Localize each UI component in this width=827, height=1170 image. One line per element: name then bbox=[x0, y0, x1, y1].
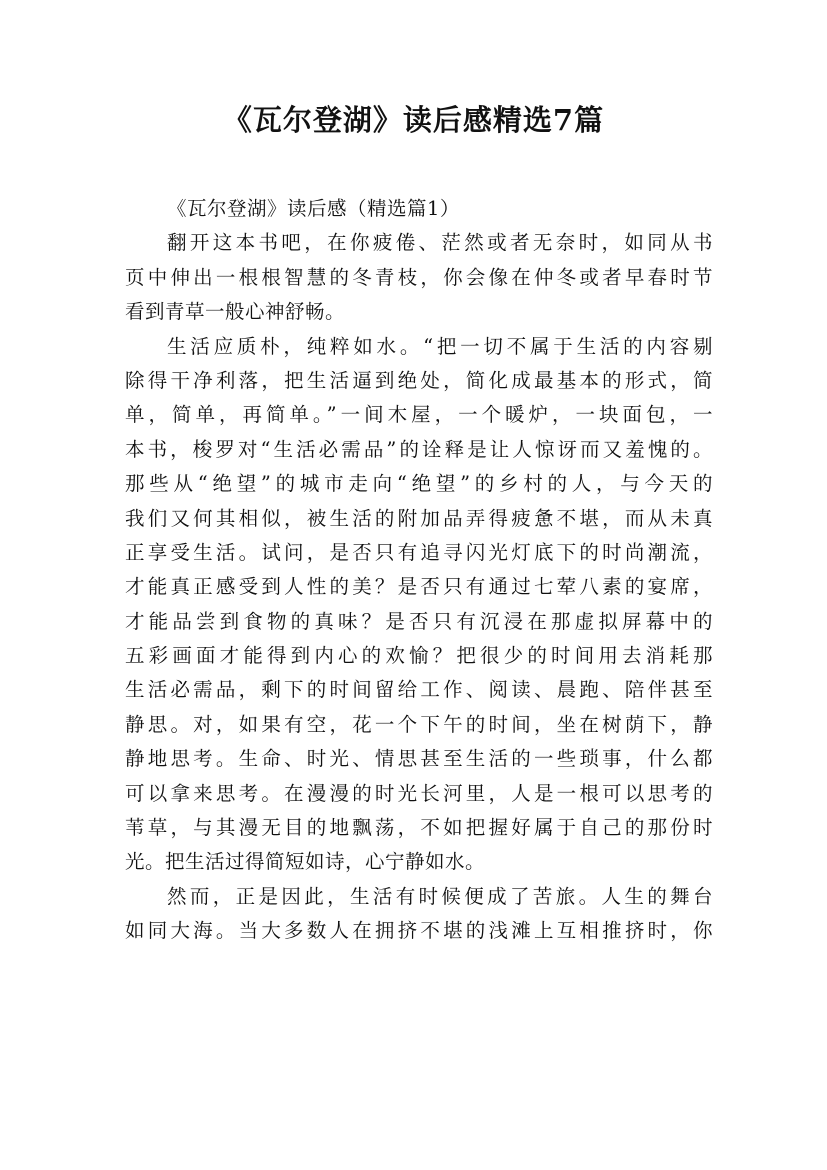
body-line: 苇草，与其漫无目的地飘荡，不如把握好属于自己的那份时 bbox=[125, 816, 713, 840]
body-line: 可以拿来思考。在漫漫的时光长河里，人是一根可以思考的 bbox=[125, 781, 713, 805]
section-heading: 《瓦尔登湖》读后感（精选篇1） bbox=[167, 197, 460, 220]
document-body bbox=[125, 192, 713, 949]
body-line: 单，简单，再简单。”一间木屋，一个暖炉，一块面包，一 bbox=[125, 403, 713, 427]
body-line: 我们又何其相似，被生活的附加品弄得疲惫不堪，而从未真 bbox=[125, 506, 713, 530]
body-line: 生活必需品，剩下的时间留给工作、阅读、晨跑、陪伴甚至 bbox=[125, 678, 713, 702]
body-line: 页中伸出一根根智慧的冬青枝，你会像在仲冬或者早春时节 bbox=[125, 265, 713, 289]
body-line: 生活应质朴，纯粹如水。“把一切不属于生活的内容剔 bbox=[167, 334, 713, 358]
body-line: 才能真正感受到人性的美？是否只有通过七荤八素的宴席， bbox=[125, 575, 713, 599]
body-line: 如同大海。当大多数人在拥挤不堪的浅滩上互相推挤时，你 bbox=[125, 919, 713, 943]
body-line: 静地思考。生命、时光、情思甚至生活的一些琐事，什么都 bbox=[125, 747, 713, 771]
body-line: 除得干净利落，把生活逼到绝处，简化成最基本的形式，简 bbox=[125, 368, 713, 392]
body-line: 正享受生活。试问，是否只有追寻闪光灯底下的时尚潮流， bbox=[125, 540, 713, 564]
body-line: 本书，梭罗对“生活必需品”的诠释是让人惊讶而又羞愧的。 bbox=[125, 437, 713, 461]
body-line: 才能品尝到食物的真味？是否只有沉浸在那虚拟屏幕中的 bbox=[125, 609, 713, 633]
body-line: 然而，正是因此，生活有时候便成了苦旅。人生的舞台 bbox=[167, 884, 713, 908]
body-line: 光。把生活过得简短如诗，心宁静如水。 bbox=[125, 850, 486, 874]
body-line: 五彩画面才能得到内心的欢愉？把很少的时间用去消耗那 bbox=[125, 644, 713, 668]
body-line: 翻开这本书吧，在你疲倦、茫然或者无奈时，如同从书 bbox=[167, 231, 713, 255]
document-title: 《瓦尔登湖》读后感精选7篇 bbox=[222, 103, 605, 137]
body-line: 那些从“绝望”的城市走向“绝望”的乡村的人，与今天的 bbox=[125, 472, 713, 496]
body-line: 静思。对，如果有空，花一个下午的时间，坐在树荫下，静 bbox=[125, 712, 713, 736]
body-line: 看到青草一般心神舒畅。 bbox=[125, 300, 346, 324]
